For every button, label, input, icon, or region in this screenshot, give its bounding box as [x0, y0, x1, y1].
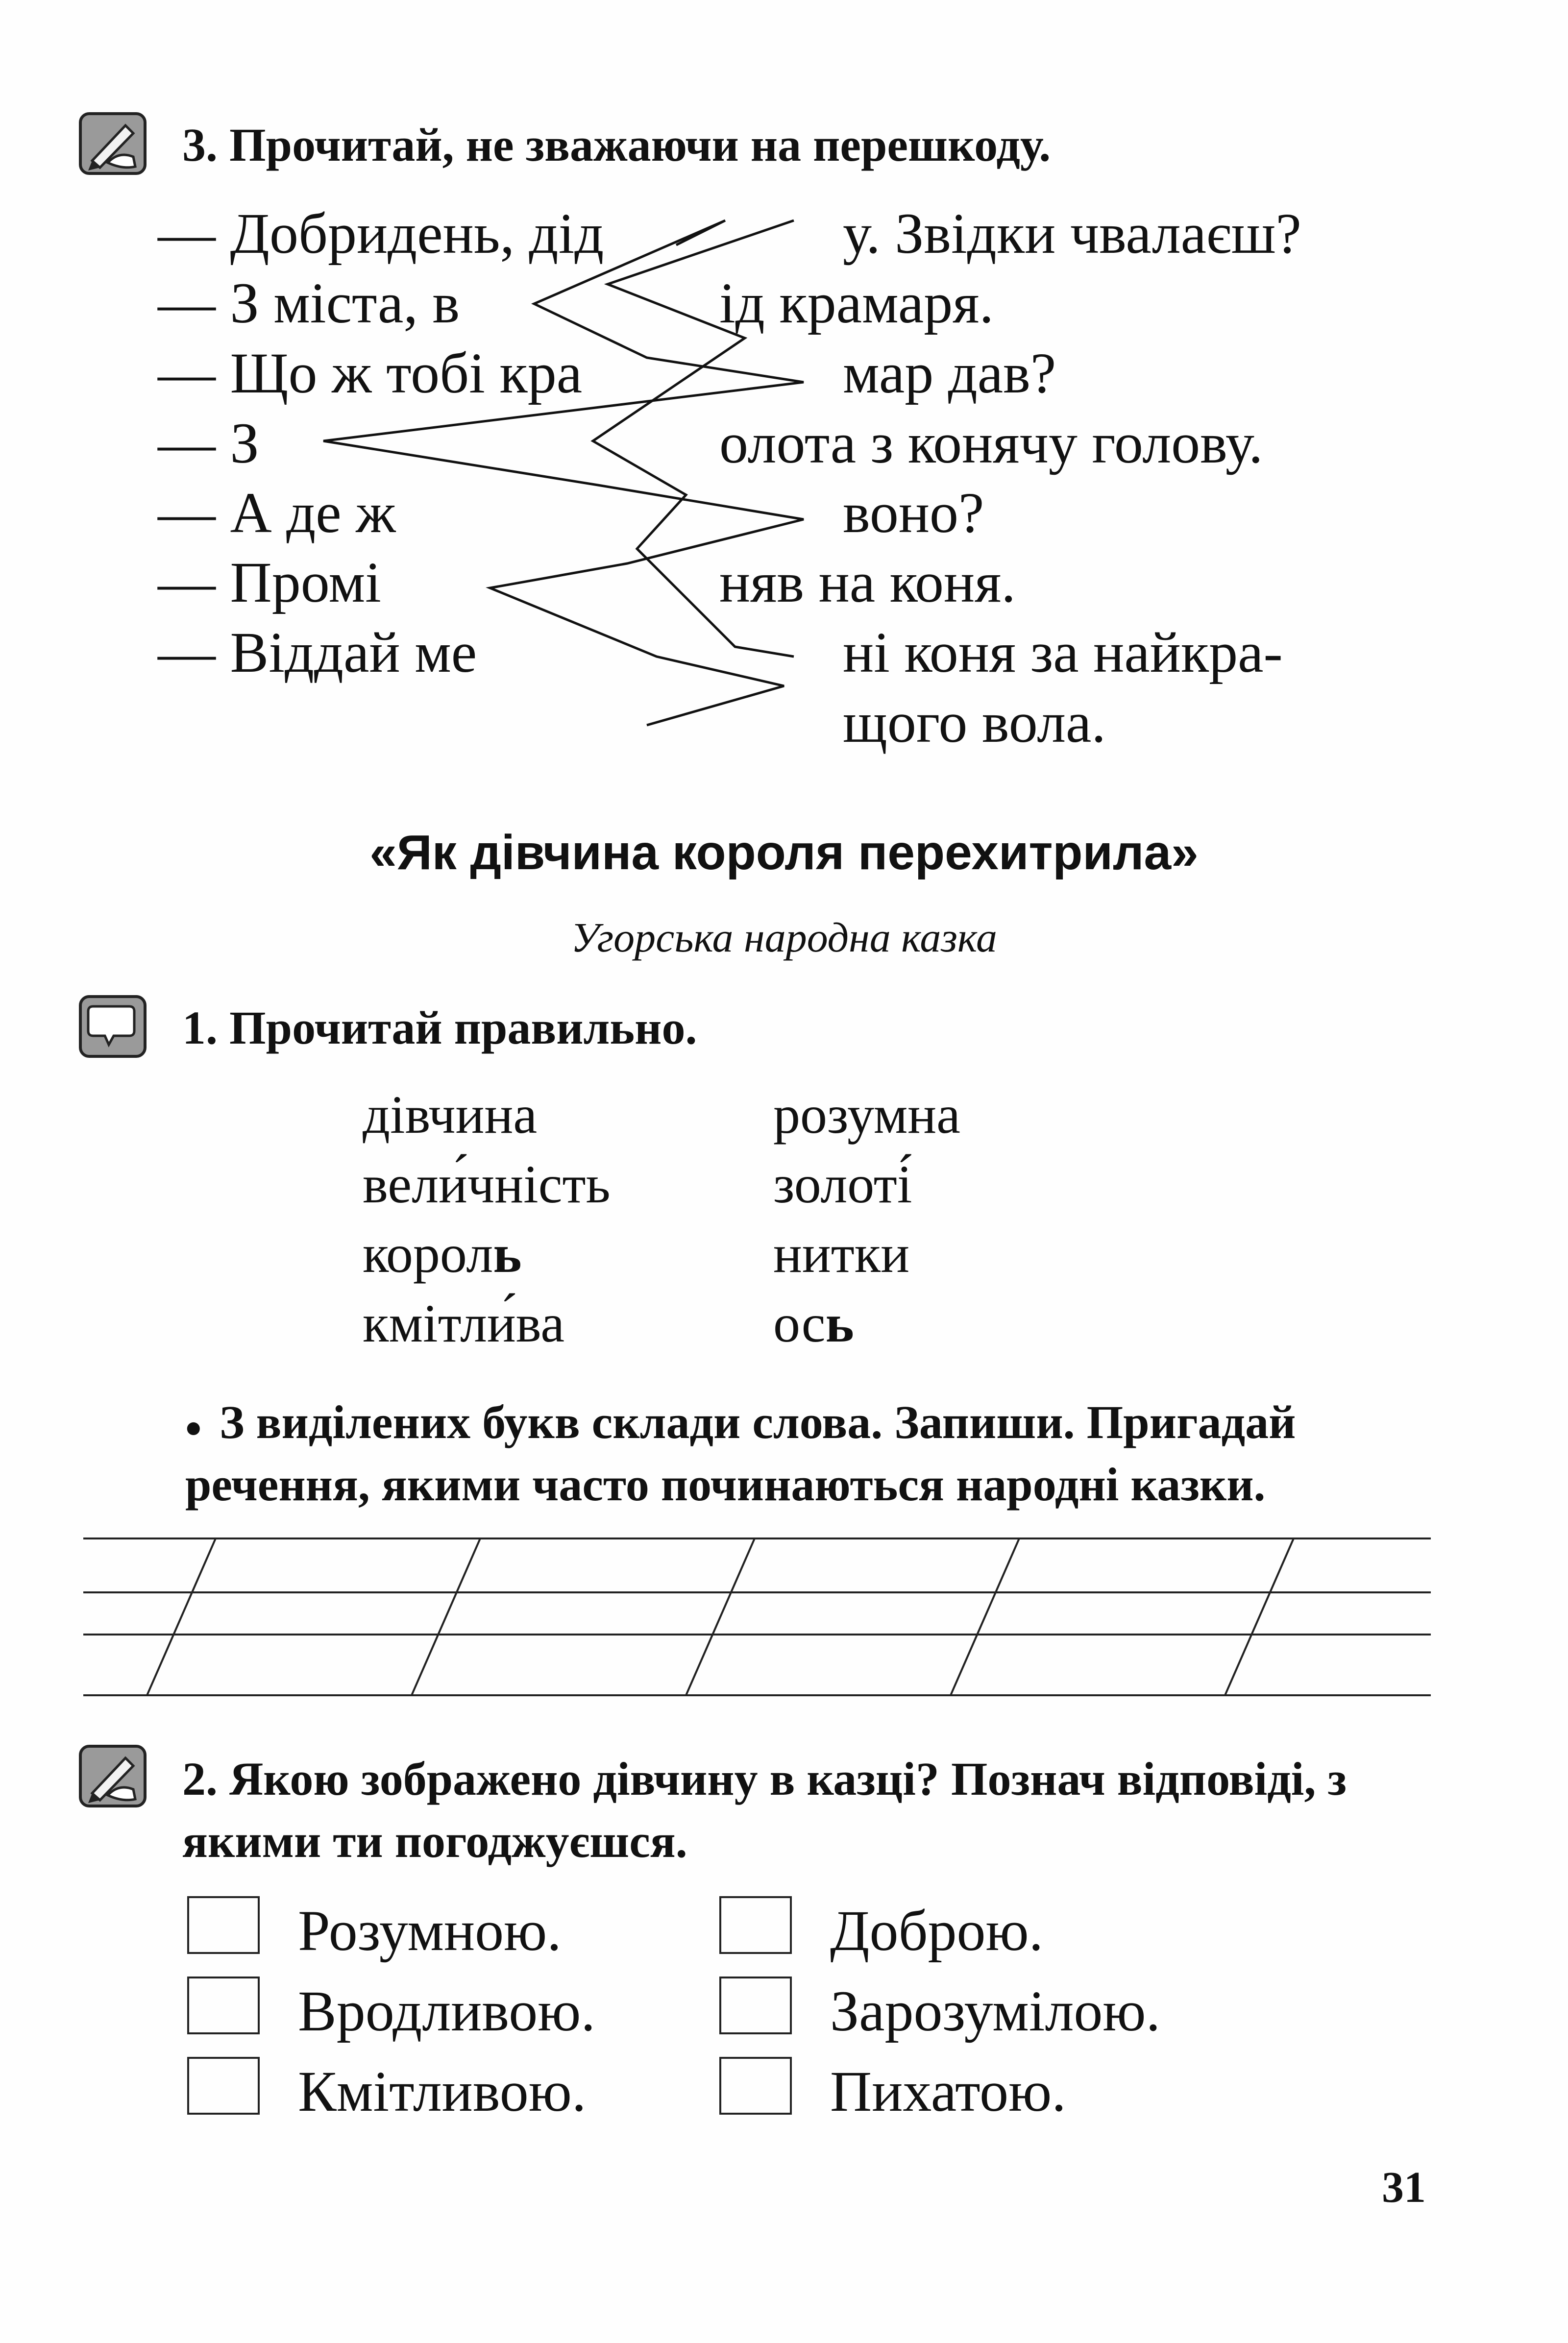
page-number: 31	[1382, 2163, 1426, 2212]
word: кмітли́ва	[363, 1294, 565, 1353]
checkbox[interactable]	[719, 1896, 792, 1954]
line-right: ні коня за найкра-	[843, 620, 1283, 684]
writing-lines[interactable]	[0, 1519, 1568, 1715]
checkbox[interactable]	[187, 1896, 260, 1954]
line-right: у. Звідки чвалаєш?	[843, 201, 1301, 266]
bullet-icon: •	[185, 1402, 202, 1455]
story-title: «Як дівчина короля перехитрила»	[369, 825, 1199, 880]
word: розумна	[773, 1085, 960, 1145]
line-left: — А де ж	[158, 481, 396, 545]
line-right: щого вола.	[843, 690, 1106, 755]
line-left: — Добридень, дід	[158, 201, 604, 266]
option-label: Розумною.	[298, 1899, 562, 1963]
option-label: Зарозумілою.	[830, 1979, 1161, 2043]
task-1-instruction: З виділених букв склади слова. Запиши. Пригадай речення, якими часто починаються народні казки.	[185, 1396, 1296, 1511]
speech-hand-icon	[78, 995, 147, 1058]
word: ось	[773, 1294, 854, 1353]
pencil-hand-icon	[78, 1744, 147, 1808]
word: вели́чність	[363, 1154, 611, 1214]
line-right: ід крамаря.	[719, 271, 994, 335]
line-left: — З міста, в	[158, 271, 460, 335]
word: золоті́	[773, 1154, 912, 1214]
option-label: Пихатою.	[830, 2059, 1066, 2123]
option-label: Кмітливою.	[298, 2059, 587, 2123]
option-label: Доброю.	[830, 1899, 1044, 1963]
task-1-title: 1. Прочитай правильно.	[182, 1001, 697, 1054]
checkbox[interactable]	[719, 2057, 792, 2115]
line-right: мар дав?	[843, 341, 1056, 405]
checkbox[interactable]	[719, 1977, 792, 2034]
line-left: — Віддай ме	[158, 620, 477, 684]
word: дівчина	[363, 1085, 538, 1145]
zigzag-obstacle	[0, 0, 1568, 784]
line-left: — Промі	[158, 550, 381, 614]
task-3-title: 3. Прочитай, не зважаючи на перешкоду.	[182, 119, 1051, 171]
option-label: Вродливою.	[298, 1979, 595, 2043]
checkbox[interactable]	[187, 1977, 260, 2034]
line-left: — Що ж тобі кра	[158, 341, 583, 405]
line-left: — З	[158, 411, 259, 475]
line-right: воно?	[843, 481, 984, 545]
checkbox[interactable]	[187, 2057, 260, 2115]
line-right: няв на коня.	[719, 550, 1016, 614]
line-right: олота з конячу голову.	[719, 411, 1263, 475]
task-2-title: 2. Якою зображено дівчину в казці? Познач відповіді, з якими ти погоджуєшся.	[182, 1753, 1347, 1867]
word: нитки	[773, 1224, 910, 1284]
story-subtitle: Угорська народна казка	[571, 914, 997, 961]
word: король	[363, 1224, 522, 1284]
